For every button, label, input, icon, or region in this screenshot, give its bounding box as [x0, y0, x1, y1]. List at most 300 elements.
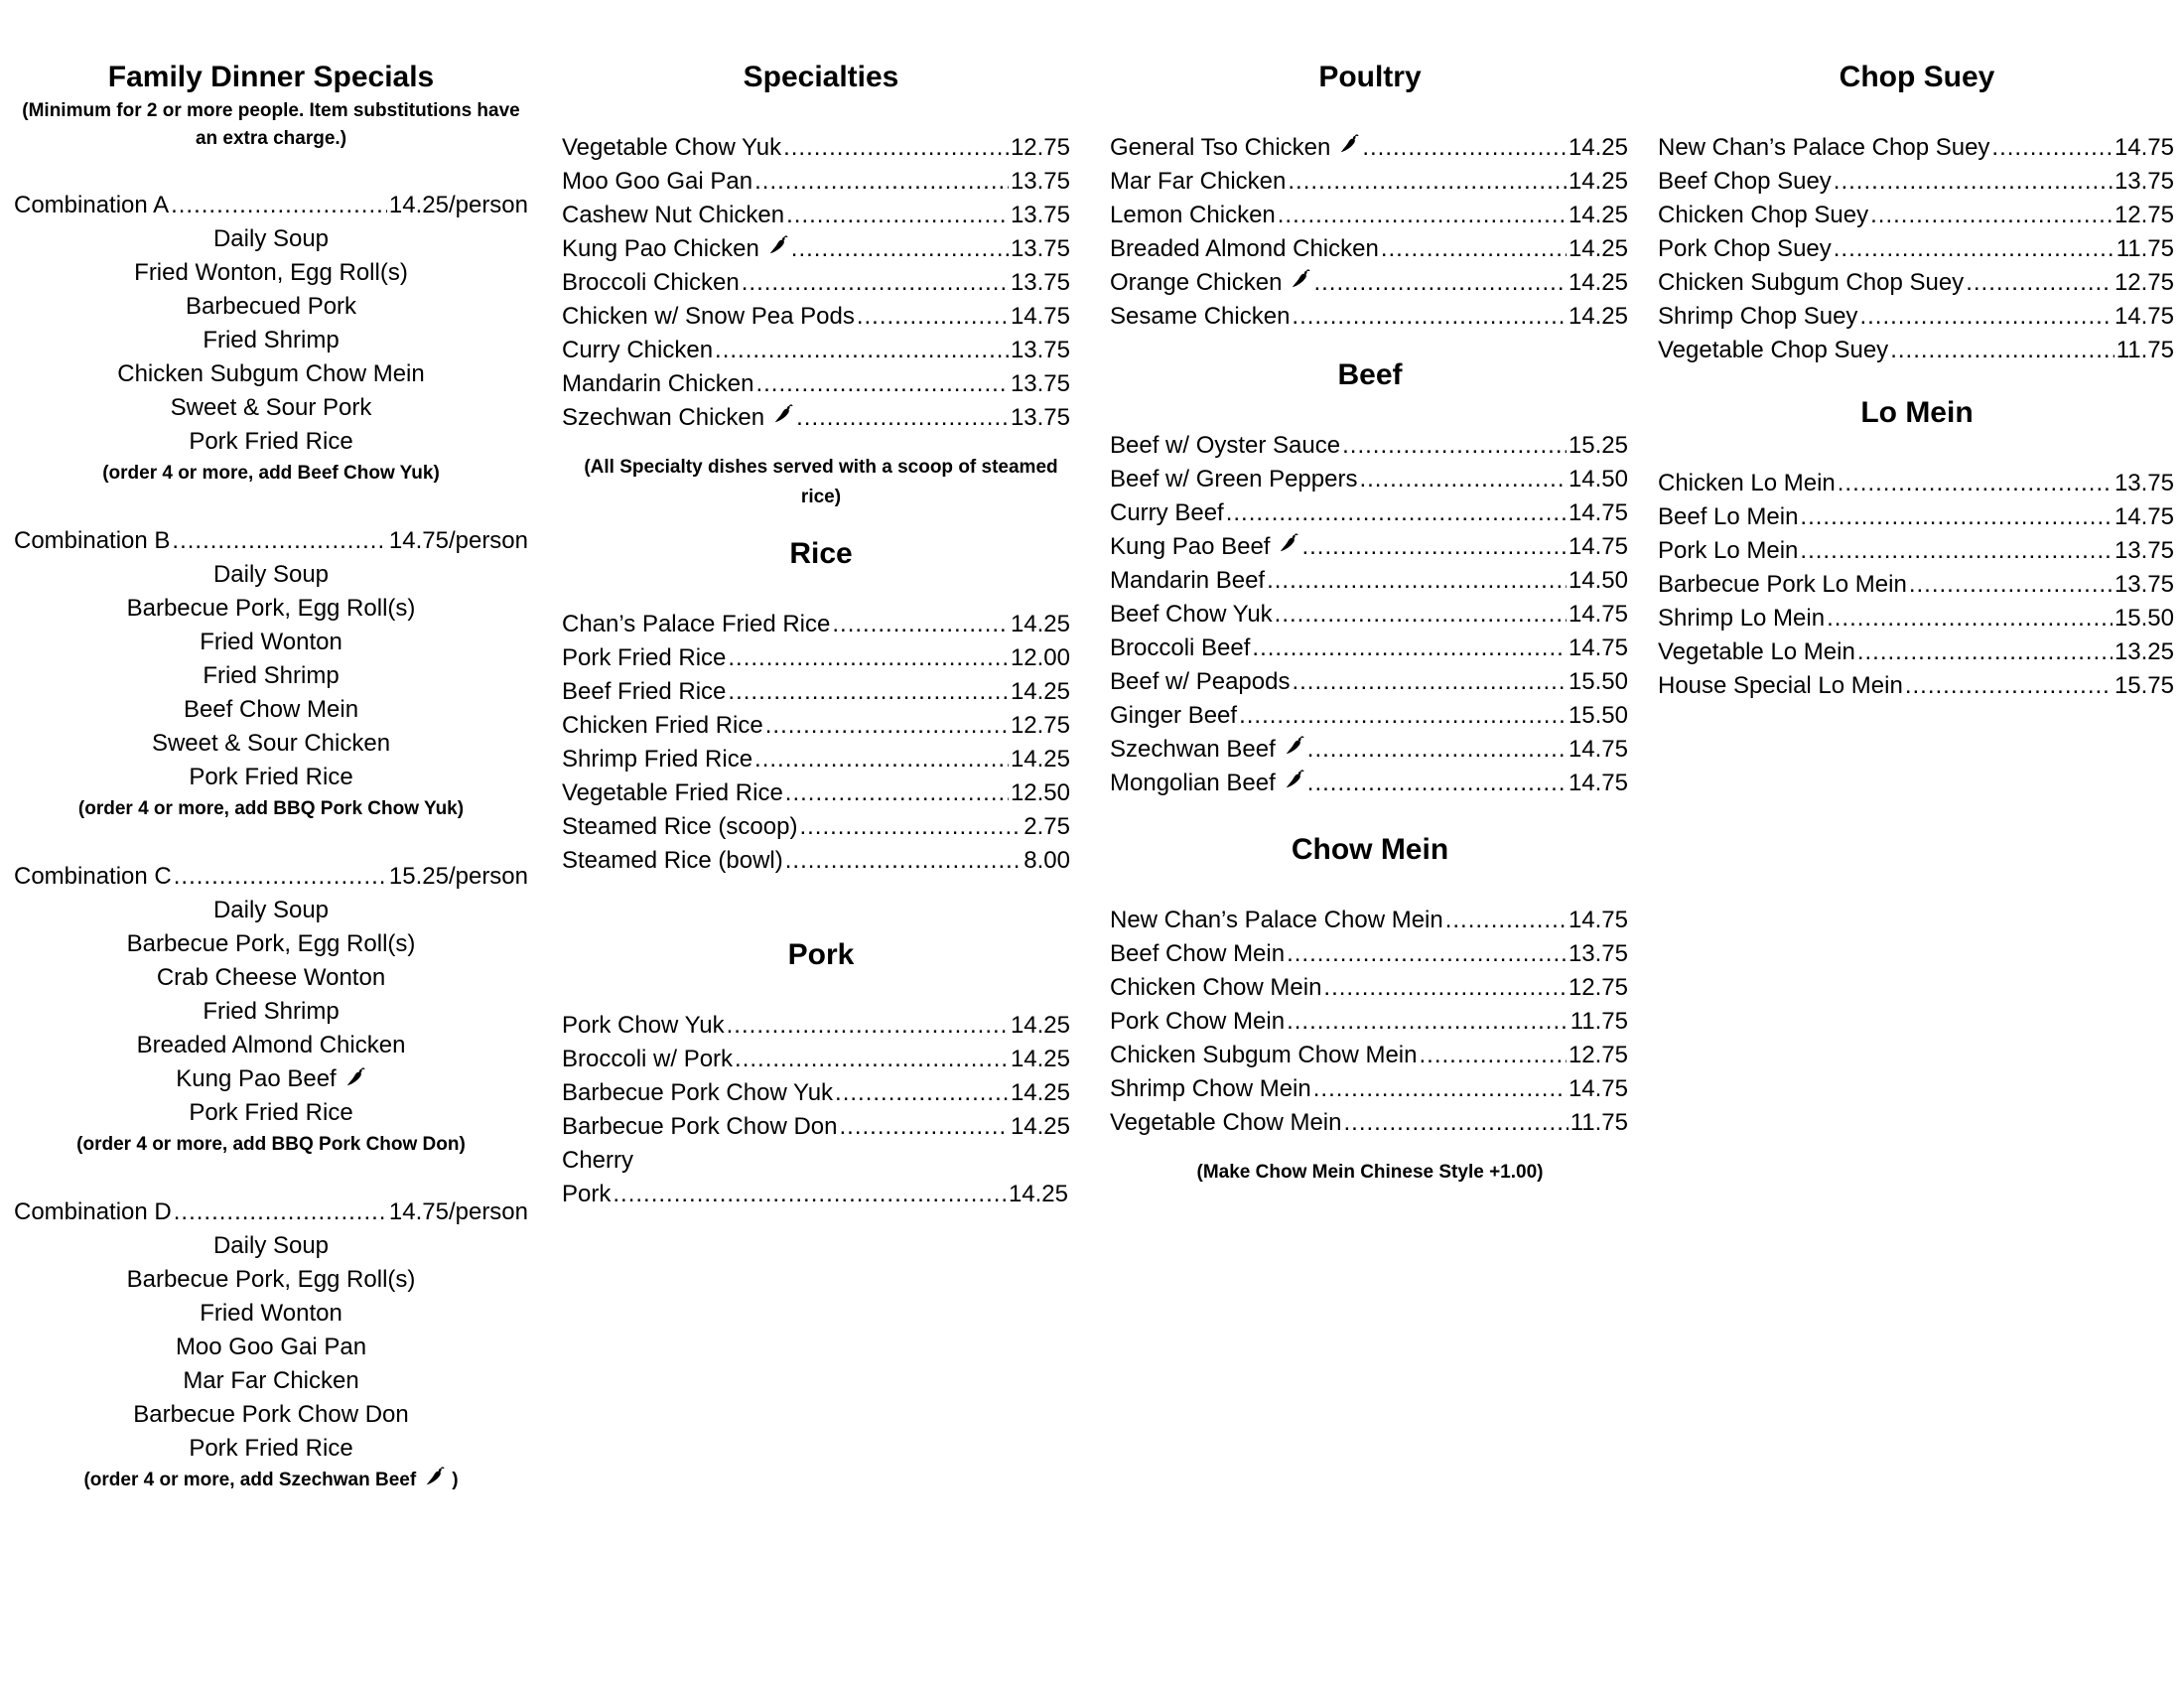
combo-note-text: (order 4 or more, add BBQ Pork Chow Don): [76, 1134, 466, 1155]
item-price: 14.50: [1568, 567, 1628, 594]
combo-list: [14, 189, 528, 1495]
leader-dots: [1278, 199, 1567, 232]
combo-item-label: Fried Wonton: [200, 629, 342, 655]
item-name: Shrimp Lo Mein: [1658, 605, 1826, 632]
combo-item-label: Pork Fried Rice: [189, 764, 353, 790]
menu-item: [1658, 131, 2174, 165]
item-price: 12.75: [2114, 202, 2174, 228]
item-price: 13.75: [2114, 168, 2174, 195]
combo-item: [14, 1096, 528, 1130]
combo-item: [14, 927, 528, 961]
menu-item: [562, 401, 1070, 435]
item-name: Shrimp Fried Rice: [562, 746, 753, 773]
combo-note: [14, 794, 528, 824]
menu-item: [1110, 1039, 1628, 1072]
item-price: 14.25: [1010, 1012, 1070, 1039]
item-name: Combination C: [14, 863, 172, 890]
leader-dots: [1857, 635, 2113, 669]
item-price: 14.75: [1010, 303, 1070, 330]
item-price: 14.75: [1568, 499, 1628, 526]
item-name: Chicken Chow Mein: [1110, 974, 1322, 1001]
combo-item-label: Pork Fried Rice: [189, 1435, 353, 1462]
family-dinner-column: [14, 58, 528, 1495]
leader-dots: [1292, 665, 1566, 699]
combo-item: [14, 761, 528, 794]
menu-item: [1658, 635, 2174, 669]
item-name: Chicken Chop Suey: [1658, 202, 1869, 228]
menu-item: [1658, 266, 2174, 300]
item-price: 14.75/person: [388, 1198, 528, 1225]
item-price: 13.75: [1010, 269, 1070, 296]
menu-item: [1658, 165, 2174, 199]
item-name: Beef w/ Green Peppers: [1110, 466, 1358, 492]
leader-dots: [785, 844, 1023, 878]
menu-item: [562, 367, 1070, 401]
item-price: 13.75: [1010, 370, 1070, 397]
leader-dots: [1834, 232, 2115, 266]
combo-header: [14, 524, 528, 558]
combo-item-label: Daily Soup: [212, 897, 330, 923]
item-price: 12.00: [1010, 644, 1070, 671]
menu-item: [562, 844, 1070, 878]
leader-dots: [1800, 500, 2113, 534]
menu-item: [562, 1009, 1070, 1043]
leader-dots: [1419, 1039, 1566, 1072]
menu-item: [1658, 467, 2174, 500]
combo-item: [14, 290, 528, 324]
specialties-title: Specialties: [743, 61, 899, 93]
menu-item: [562, 810, 1070, 844]
menu-item: [562, 266, 1070, 300]
combo-item: [14, 592, 528, 626]
item-price: 14.75: [1568, 770, 1628, 796]
item-price: 14.25: [1010, 1079, 1070, 1106]
leader-dots: [1226, 496, 1567, 530]
leader-dots: [613, 1178, 1007, 1211]
menu-item: [562, 1110, 1070, 1144]
combo-item: [14, 1062, 528, 1096]
combo-item-label: Mar Far Chicken: [183, 1367, 359, 1394]
item-name: Chan’s Palace Fried Rice: [562, 611, 831, 637]
item-name: Beef Chow Mein: [1110, 940, 1286, 967]
leader-dots: [1267, 564, 1567, 598]
lo-mein-title: Lo Mein: [1860, 396, 1974, 429]
leader-dots: [1966, 266, 2113, 300]
leader-dots: [783, 131, 1009, 165]
item-name: Chicken w/ Snow Pea Pods: [562, 303, 855, 330]
menu-item: [1110, 904, 1628, 937]
menu-item: [1110, 1005, 1628, 1039]
item-price: 14.75: [1568, 634, 1628, 661]
item-name: Mongolian Beef: [1110, 770, 1276, 796]
item-name: Beef Chow Yuk: [1110, 601, 1273, 628]
combo-item-label: Fried Wonton, Egg Roll(s): [134, 259, 408, 286]
item-name: Lemon Chicken: [1110, 202, 1276, 228]
menu-item: [1658, 534, 2174, 568]
combo-item: [14, 425, 528, 459]
item-price: 8.00: [1024, 847, 1070, 874]
leader-dots: [1445, 904, 1567, 937]
item-name: Chicken Lo Mein: [1658, 470, 1836, 496]
item-name: Pork Lo Mein: [1658, 537, 1799, 564]
combo-note-text: (order 4 or more, add Beef Chow Yuk): [102, 463, 440, 484]
combo-item: [14, 1297, 528, 1331]
item-price: 13.75: [2114, 537, 2174, 564]
item-price: 15.50: [2114, 605, 2174, 632]
leader-dots: [1301, 530, 1566, 564]
item-price: 14.25: [1568, 202, 1628, 228]
combo-item: [14, 659, 528, 693]
chili-pepper-icon: [772, 401, 794, 423]
leader-dots: [835, 1076, 1009, 1110]
combo-item: [14, 324, 528, 357]
leader-dots: [1307, 767, 1567, 800]
menu-item: [1110, 564, 1628, 598]
combo-item-label: Kung Pao Beef: [176, 1065, 337, 1092]
item-price: 14.25: [1568, 269, 1628, 296]
combo-item: [14, 727, 528, 761]
leader-dots: [715, 334, 1009, 367]
menu-item-cherry-pork: [562, 1144, 1080, 1211]
menu-item: [1110, 232, 1628, 266]
leader-dots: [1307, 733, 1567, 767]
menu-item: [1110, 429, 1628, 463]
item-price: 13.75: [1010, 168, 1070, 195]
item-price: 11.75: [1570, 1008, 1628, 1035]
combo-note-text: (order 4 or more, add BBQ Pork Chow Yuk): [77, 798, 465, 819]
leader-dots: [1381, 232, 1567, 266]
chop-suey-title: Chop Suey: [1839, 61, 1995, 93]
combo-item: [14, 894, 528, 927]
item-name: Szechwan Chicken: [562, 404, 765, 431]
combo-item-label: Fried Wonton: [200, 1300, 342, 1327]
item-name: Breaded Almond Chicken: [1110, 235, 1379, 262]
combo-item: [14, 1331, 528, 1364]
item-price: 13.75: [1010, 404, 1070, 431]
menu-item: [562, 199, 1070, 232]
item-price: 14.25: [1568, 134, 1628, 161]
menu-item: [562, 743, 1070, 776]
item-price: 13.75: [2114, 571, 2174, 598]
item-price: 14.25: [1568, 235, 1628, 262]
item-name: Chicken Subgum Chow Mein: [1110, 1042, 1418, 1068]
menu-item: [562, 675, 1070, 709]
item-price: 14.75: [2114, 303, 2174, 330]
item-name: Beef Chop Suey: [1658, 168, 1832, 195]
leader-dots: [1800, 534, 2113, 568]
item-name: Curry Chicken: [562, 337, 714, 363]
item-price: 14.25: [1010, 678, 1070, 705]
combo-item-label: Daily Soup: [212, 561, 330, 588]
combo-item-label: Barbecued Pork: [185, 293, 357, 320]
leader-dots: [785, 776, 1009, 810]
leader-dots: [857, 300, 1009, 334]
leader-dots: [1275, 598, 1567, 632]
leader-dots: [754, 743, 1009, 776]
menu-item: [1110, 530, 1628, 564]
combo-note: [14, 459, 528, 489]
chili-pepper-icon: [1284, 767, 1305, 788]
leader-dots: [735, 1043, 1009, 1076]
chopsuey-lomein-column: [1658, 58, 2176, 703]
combo-item-label: Pork Fried Rice: [189, 1099, 353, 1126]
item-price: 12.75: [1010, 712, 1070, 739]
combo-item: [14, 626, 528, 659]
item-price: 12.75: [1568, 974, 1628, 1001]
leader-dots: [1287, 937, 1567, 971]
combo-item-label: Sweet & Sour Chicken: [151, 730, 391, 757]
item-name-line2: Pork: [562, 1181, 612, 1207]
combo-item-label: Fried Shrimp: [203, 662, 340, 689]
combo-block: [14, 524, 528, 824]
leader-dots: [1313, 266, 1567, 300]
item-name: Mar Far Chicken: [1110, 168, 1287, 195]
combo-item-label: Barbecue Pork, Egg Roll(s): [126, 595, 416, 622]
menu-item: [562, 300, 1070, 334]
leader-dots: [1323, 971, 1567, 1005]
item-price: 14.75: [1568, 601, 1628, 628]
item-name: Combination A: [14, 192, 170, 218]
item-price: 12.75: [1568, 1042, 1628, 1068]
item-name: Shrimp Chow Mein: [1110, 1075, 1311, 1102]
item-price: 14.75: [1568, 1075, 1628, 1102]
item-name: Barbecue Pork Lo Mein: [1658, 571, 1907, 598]
combo-block: [14, 860, 528, 1160]
item-name-line1: Cherry: [562, 1147, 634, 1174]
leader-dots: [1870, 199, 2113, 232]
item-name: Chicken Fried Rice: [562, 712, 763, 739]
menu-item: [1658, 199, 2174, 232]
menu-item: [1110, 598, 1628, 632]
beef-title: Beef: [1337, 358, 1403, 391]
item-name: Kung Pao Beef: [1110, 533, 1271, 560]
menu-item: [562, 165, 1070, 199]
item-name: Vegetable Chop Suey: [1658, 337, 1889, 363]
item-name: Pork Fried Rice: [562, 644, 727, 671]
item-price: 14.75: [2114, 503, 2174, 530]
item-name: Vegetable Lo Mein: [1658, 638, 1855, 665]
beef-list: [1110, 429, 1630, 800]
leader-dots: [796, 401, 1009, 435]
item-price: 14.25/person: [388, 192, 528, 218]
item-price: 14.25: [1010, 1046, 1070, 1072]
combo-item-label: Barbecue Pork Chow Don: [133, 1401, 409, 1428]
combo-item-label: Fried Shrimp: [203, 327, 340, 353]
menu-item: [1658, 334, 2174, 367]
item-name: Steamed Rice (scoop): [562, 813, 798, 840]
item-name: Combination D: [14, 1198, 172, 1225]
leader-dots: [765, 709, 1009, 743]
item-price: 13.75: [1568, 940, 1628, 967]
chili-pepper-icon: [424, 1466, 446, 1487]
item-price: 13.75: [1010, 202, 1070, 228]
combo-item: [14, 995, 528, 1029]
combo-item: [14, 391, 528, 425]
item-name: Mandarin Beef: [1110, 567, 1266, 594]
item-name: Ginger Beef: [1110, 702, 1238, 729]
menu-item: [1110, 300, 1628, 334]
menu-item: [562, 1043, 1070, 1076]
item-name: New Chan’s Palace Chop Suey: [1658, 134, 1990, 161]
leader-dots: [172, 524, 386, 558]
item-price: 14.25: [1568, 168, 1628, 195]
rice-title: Rice: [789, 537, 853, 570]
leader-dots: [728, 641, 1009, 675]
item-name: Vegetable Chow Mein: [1110, 1109, 1342, 1136]
combo-item-label: Sweet & Sour Pork: [170, 394, 372, 421]
leader-dots: [727, 1009, 1009, 1043]
leader-dots: [755, 367, 1009, 401]
menu-item: [1110, 496, 1628, 530]
leader-dots: [1343, 1106, 1568, 1140]
item-name: Beef Lo Mein: [1658, 503, 1799, 530]
menu-item: [1658, 602, 2174, 635]
chili-pepper-icon: [767, 232, 789, 254]
leader-dots: [1252, 632, 1567, 665]
item-price: 14.75: [1568, 533, 1628, 560]
menu-item: [1110, 199, 1628, 232]
item-price: 15.25/person: [388, 863, 528, 890]
leader-dots: [174, 860, 387, 894]
combo-header: [14, 1196, 528, 1229]
item-price: 15.75: [2114, 672, 2174, 699]
rice-list: [562, 608, 1080, 878]
leader-dots: [1834, 165, 2113, 199]
item-price: 15.50: [1568, 668, 1628, 695]
leader-dots: [799, 810, 1022, 844]
combo-item-label: Daily Soup: [212, 1232, 330, 1259]
menu-item: [562, 1076, 1070, 1110]
pork-list: [562, 1009, 1080, 1144]
item-name: Cashew Nut Chicken: [562, 202, 785, 228]
item-price: 14.25: [1568, 303, 1628, 330]
menu-item: [1110, 699, 1628, 733]
leader-dots: [742, 266, 1009, 300]
menu-item: [1110, 131, 1628, 165]
leader-dots: [1991, 131, 2113, 165]
item-price: 12.50: [1010, 779, 1070, 806]
leader-dots: [1890, 334, 2115, 367]
item-price: 13.75: [2114, 470, 2174, 496]
item-name: Mandarin Chicken: [562, 370, 754, 397]
leader-dots: [1342, 429, 1567, 463]
chili-pepper-icon: [1290, 266, 1311, 288]
leader-dots: [1239, 699, 1567, 733]
menu-item: [1110, 665, 1628, 699]
chili-pepper-icon: [1278, 530, 1299, 552]
combo-item: [14, 558, 528, 592]
leader-dots: [1287, 1005, 1569, 1039]
leader-dots: [791, 232, 1009, 266]
menu-item: [1110, 971, 1628, 1005]
item-price: 11.75: [1570, 1109, 1628, 1136]
item-price: 14.75/person: [388, 527, 528, 554]
item-name: Vegetable Fried Rice: [562, 779, 783, 806]
item-name: Beef Fried Rice: [562, 678, 727, 705]
item-name: General Tso Chicken: [1110, 134, 1331, 161]
combo-item: [14, 1229, 528, 1263]
item-price: 14.25: [1010, 1113, 1070, 1140]
leader-dots: [1362, 131, 1567, 165]
item-price: 11.75: [2116, 235, 2174, 262]
combo-item: [14, 357, 528, 391]
combo-item-label: Barbecue Pork, Egg Roll(s): [126, 930, 416, 957]
menu-item: [1110, 1106, 1628, 1140]
pork-title: Pork: [787, 938, 855, 971]
combo-item: [14, 1029, 528, 1062]
combo-item: [14, 1398, 528, 1432]
menu-item: [1110, 767, 1628, 800]
leader-dots: [786, 199, 1009, 232]
chow-mein-note: (Make Chow Mein Chinese Style +1.00): [1196, 1162, 1544, 1183]
item-name: New Chan’s Palace Chow Mein: [1110, 907, 1443, 933]
menu-item: [1658, 232, 2174, 266]
leader-dots: [839, 1110, 1008, 1144]
item-price: 12.75: [2114, 269, 2174, 296]
poultry-title: Poultry: [1318, 61, 1422, 93]
combo-item: [14, 961, 528, 995]
menu-item: [1658, 300, 2174, 334]
menu-item: [1110, 1072, 1628, 1106]
combo-item: [14, 693, 528, 727]
combo-item: [14, 222, 528, 256]
combo-item-label: Daily Soup: [212, 225, 330, 252]
combo-item-label: Fried Shrimp: [203, 998, 340, 1025]
item-price: 15.25: [1568, 432, 1628, 459]
leader-dots: [832, 608, 1009, 641]
leader-dots: [1905, 669, 2113, 703]
item-price: 14.75: [2114, 134, 2174, 161]
item-name: Kung Pao Chicken: [562, 235, 759, 262]
specialties-rice-pork-column: [562, 58, 1080, 1211]
menu-item: [562, 641, 1070, 675]
combo-header: [14, 189, 528, 222]
combo-item-label: Breaded Almond Chicken: [136, 1032, 406, 1058]
menu-item: [1110, 463, 1628, 496]
chow-mein-title: Chow Mein: [1291, 833, 1449, 866]
combo-block: [14, 189, 528, 489]
menu-item: [562, 608, 1070, 641]
item-name: Pork Chow Mein: [1110, 1008, 1286, 1035]
menu-item: [562, 334, 1070, 367]
item-name: Beef w/ Peapods: [1110, 668, 1291, 695]
item-name: Steamed Rice (bowl): [562, 847, 783, 874]
chop-suey-list: [1658, 131, 2176, 367]
leader-dots: [1827, 602, 2113, 635]
menu-item: [1110, 165, 1628, 199]
combo-item-label: Pork Fried Rice: [189, 428, 353, 455]
item-name: Barbecue Pork Chow Yuk: [562, 1079, 834, 1106]
item-name: Pork Chop Suey: [1658, 235, 1832, 262]
combo-item-label: Beef Chow Mein: [183, 696, 359, 723]
combo-header: [14, 860, 528, 894]
item-price: 2.75: [1024, 813, 1070, 840]
menu-item: [1658, 669, 2174, 703]
item-name: Barbecue Pork Chow Don: [562, 1113, 838, 1140]
item-name: Combination B: [14, 527, 171, 554]
chili-pepper-icon: [1284, 733, 1305, 755]
leader-dots: [171, 189, 387, 222]
combo-item-label: Crab Cheese Wonton: [156, 964, 386, 991]
specialties-note: (All Specialty dishes served with a scoop of steamed rice): [584, 457, 1058, 507]
combo-item: [14, 1263, 528, 1297]
menu-item: [1110, 937, 1628, 971]
item-name: Beef w/ Oyster Sauce: [1110, 432, 1341, 459]
leader-dots: [1288, 165, 1567, 199]
item-price: 14.25: [1010, 746, 1070, 773]
menu-item: [1110, 733, 1628, 767]
family-dinner-note: (Minimum for 2 or more people. Item substitutions have an extra charge.): [22, 100, 520, 149]
